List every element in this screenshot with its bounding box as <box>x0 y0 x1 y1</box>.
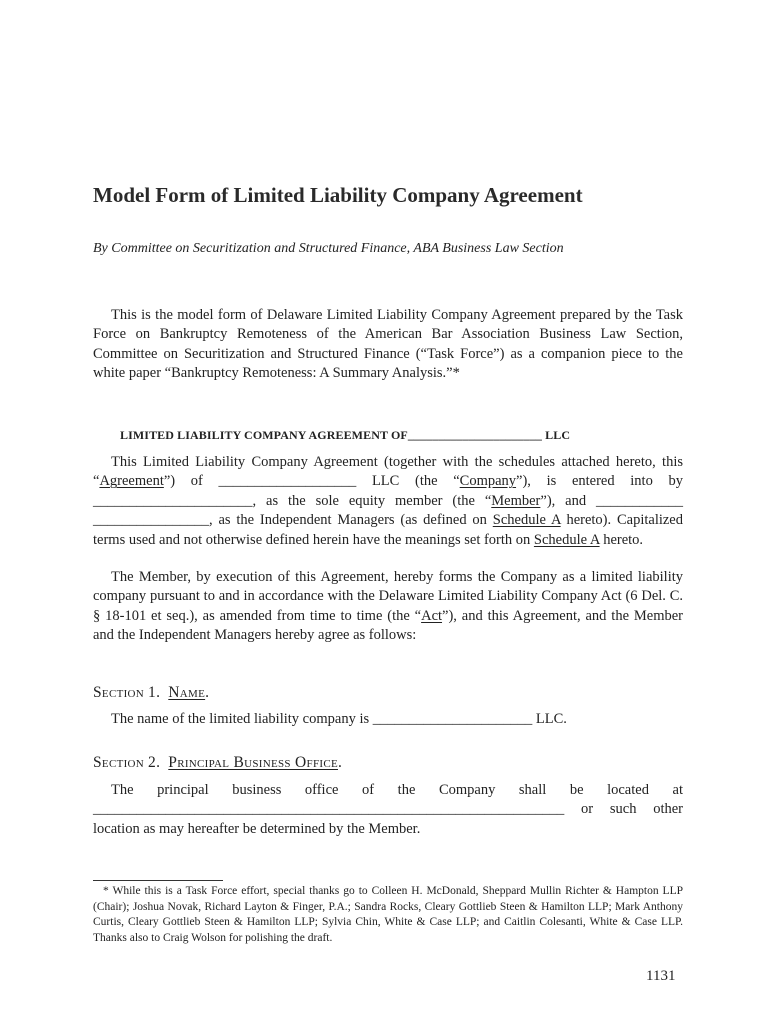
defined-term-member: Member <box>491 492 541 509</box>
document-title: Model Form of Limited Liability Company Agreement <box>93 183 583 207</box>
text-run: The Member, by execution of this Agreement, hereby forms the Company as a limited liability company pursuant to and in accordance with the Delaware Limited Liability Company Act (6 Del. C. § 18-101 et seq.), as amended from time to time (the “ <box>93 569 683 624</box>
defined-term-act: Act <box>421 607 443 624</box>
recital-paragraph <box>93 453 683 550</box>
section-1-heading <box>93 684 209 702</box>
text-run: hereto. <box>599 531 644 548</box>
text-run: ”), and this Agreement, and the Member and the Independent Managers hereby agree as follows: <box>93 607 683 644</box>
byline: By Committee on Securitization and Structured Finance, ABA Business Law Section <box>93 241 564 256</box>
intro-paragraph: This is the model form of Delaware Limited Liability Company Agreement prepared by the Task Force on Bankruptcy Remoteness of the American Bar Association Business Law Section, Committee on Securitization and Structured Finance (“Task Force”) as a companion piece to the white paper “Bankruptcy Remoteness: A Summary Analysis.”* <box>93 307 683 382</box>
section-title-period: . <box>205 684 210 701</box>
text-run: hereto). Capitalized terms used and not otherwise defined herein have the meanings set forth on <box>93 512 683 548</box>
section-number: 2. <box>148 754 161 771</box>
section-2-heading <box>93 754 342 772</box>
text-run: ”) of ___________________ LLC (the “ <box>163 473 460 490</box>
footnote: * While this is a Task Force effort, special thanks go to Colleen H. McDonald, Sheppard Mullin Richter & Hampton LLP (Chair); Joshua Novak, Richard Layton & Finger, P.A.; Sandra Rocks, Cleary Gottlieb Steen & Hamilton LLP; Mark Anthony Curtis, Cleary Gottlieb Steen & Hamilton LLP; Sylvia Chin, White & Case LLP; and Caitlin Colesanti, White & Case LLP. Thanks also to Craig Wolson for polishing the draft. <box>93 885 683 944</box>
section-title: Principal Business Office <box>168 754 338 771</box>
schedule-a-reference: Schedule A <box>533 531 600 548</box>
section-title: Name <box>168 684 206 701</box>
text-run: This Limited Liability Company Agreement (together with the schedules attached hereto, this “ <box>93 454 683 490</box>
section-2-body: The principal business office of the Company shall be located at _________________________________________________________________ or such other location as may hereafter be determined by the Member. <box>93 782 683 837</box>
section-label: Section <box>93 754 145 771</box>
section-label: Section <box>93 684 145 701</box>
defined-term-company: Company <box>459 473 517 490</box>
section-1-body: The name of the limited liability company is ______________________ LLC. <box>111 711 567 727</box>
defined-term-agreement: Agreement <box>99 473 164 490</box>
text-run: ”), and ____________ ________________, as the Independent Managers (as defined on <box>93 492 684 529</box>
page-number: 1131 <box>646 968 676 984</box>
section-number: 1. <box>148 684 161 701</box>
schedule-a-reference: Schedule A <box>492 512 561 529</box>
text-run: ”), is entered into by ______________________, as the sole equity member (the “ <box>93 473 683 509</box>
footnote-divider <box>93 880 223 881</box>
agreement-heading: LIMITED LIABILITY COMPANY AGREEMENT OF______________________ LLC <box>120 428 571 442</box>
section-title-period: . <box>337 754 343 771</box>
formation-paragraph <box>93 568 683 646</box>
